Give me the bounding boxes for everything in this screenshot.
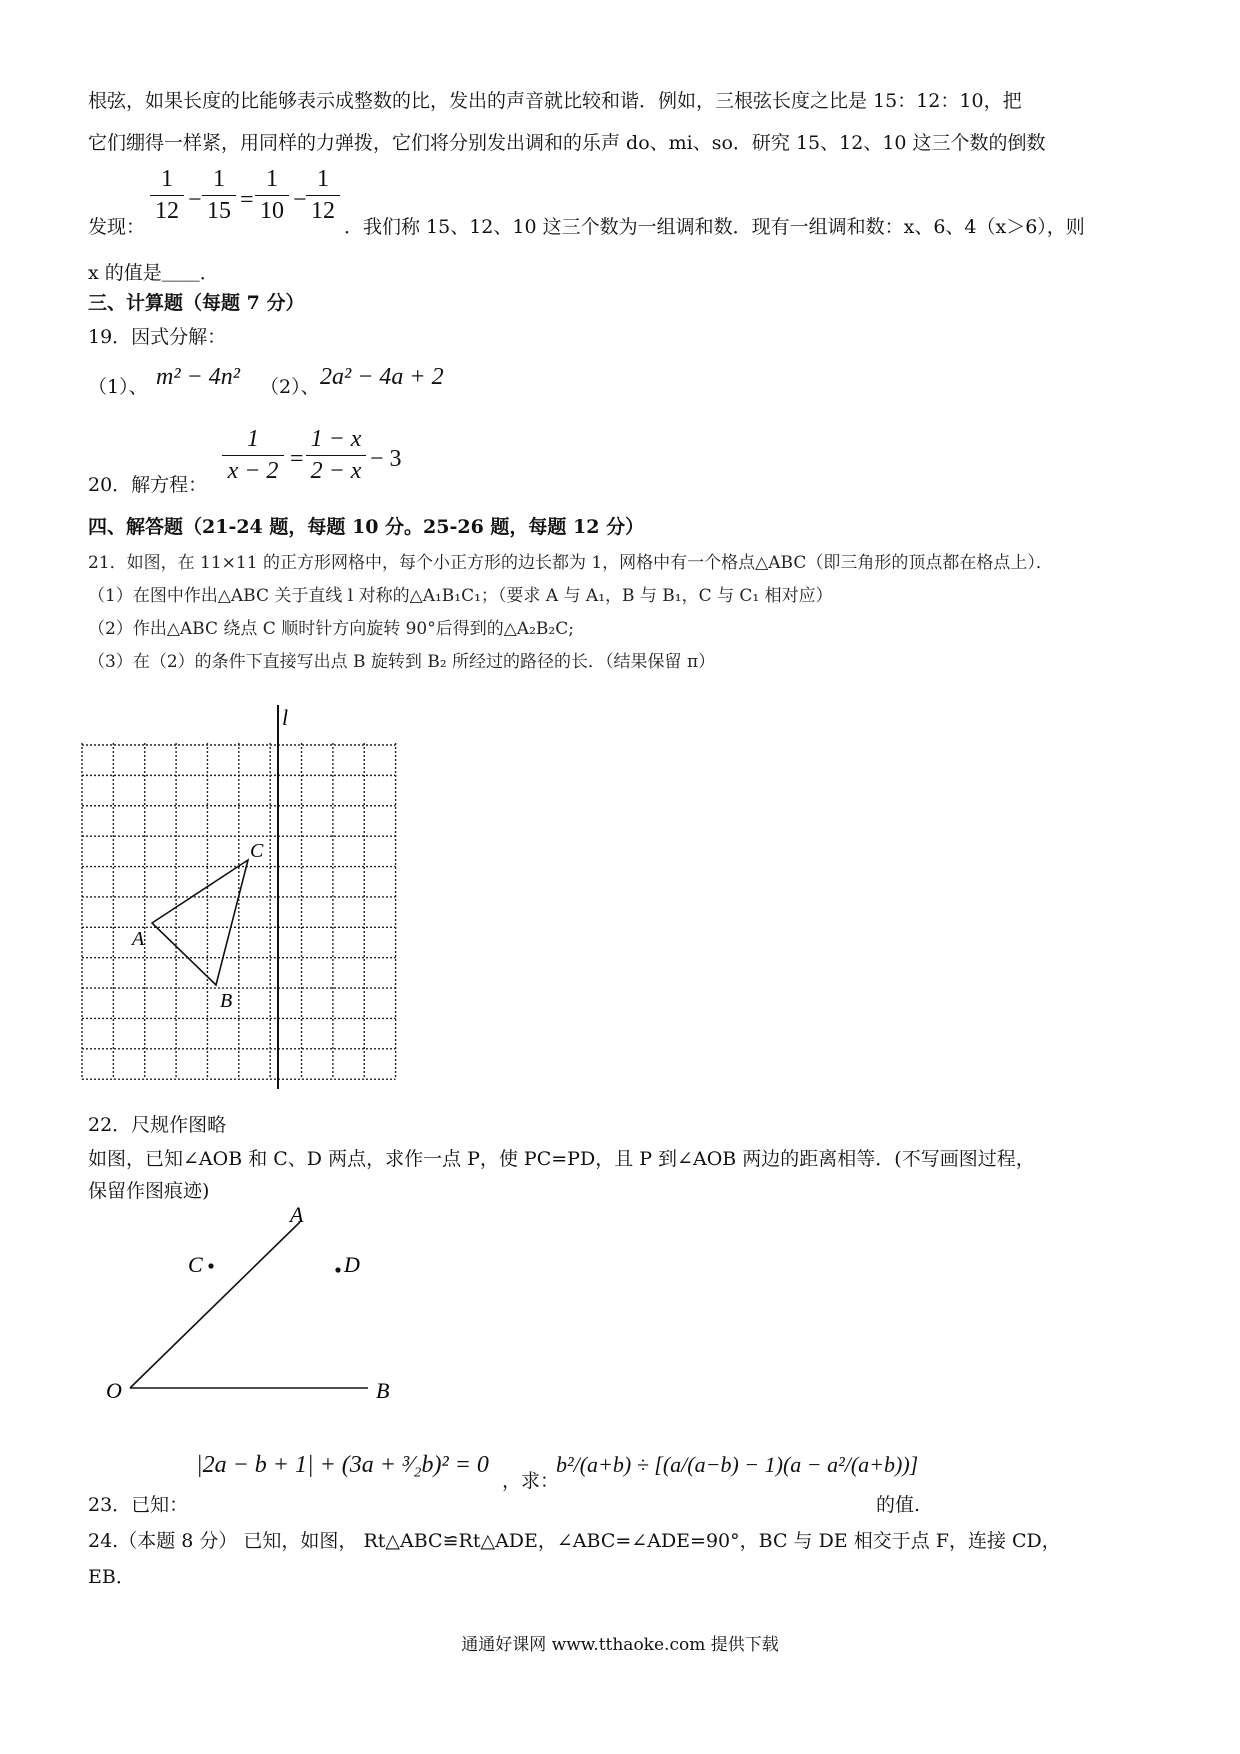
q23-expression: b²/(a+b) ÷ [(a/(a−b) − 1)(a − a²/(a+b))] — [556, 1452, 919, 1477]
para-line-1: 根弦，如果长度的比能够表示成整数的比，发出的声音就比较和谐．例如，三根弦长度之比是 15：12：10，把 — [88, 90, 1022, 112]
point-d — [335, 1267, 340, 1272]
op-minus-2: − — [293, 187, 307, 213]
frac-num: 1 — [161, 166, 173, 192]
section-4-heading: 四、解答题（21-24 题，每题 10 分。25-26 题，每题 12 分） — [88, 516, 645, 538]
q23-qiu: ，求： — [502, 1470, 560, 1492]
para-line-4: x 的值是＿＿． — [88, 262, 219, 284]
point-c — [208, 1263, 213, 1268]
para-line-2: 它们绷得一样紧，用同样的力弹拨，它们将分别发出调和的乐声 do、mi、so．研究 15、12、10 这三个数的倒数 — [88, 132, 1046, 154]
frac-num: 1 — [213, 166, 225, 192]
frac-num: 1 — [317, 166, 329, 192]
frac-den: 12 — [155, 198, 179, 224]
q19-part2-label: （2）、 — [260, 376, 320, 398]
q22-line1: 如图，已知∠AOB 和 C、D 两点，求作一点 P，使 PC=PD，且 P 到∠AOB 两边的距离相等．(不写画图过程， — [88, 1148, 1035, 1170]
frac-1-12a — [150, 166, 184, 225]
q21-part1: （1）在图中作出△ABC 关于直线 l 对称的△A₁B₁C₁；（要求 A 与 A₁，B 与 B₁，C 与 C₁ 相对应） — [88, 586, 833, 606]
frac-num: 1 — [266, 166, 278, 192]
frac-den: 2 − x — [310, 458, 362, 484]
op-minus-1: − — [188, 187, 202, 213]
frac-1-10 — [255, 166, 289, 225]
frac-1-15 — [202, 166, 236, 225]
footer-text: 通通好课网 www.tthaoke.com 提供下载 — [461, 1635, 779, 1655]
q22-line2: 保留作图痕迹) — [88, 1180, 210, 1202]
q19-title: 19．因式分解： — [88, 326, 227, 348]
label-a: A — [132, 928, 145, 950]
q20-label: 20．解方程： — [88, 474, 208, 496]
q24-line1: 24.（本题 8 分） 已知，如图， Rt△ABC≌Rt△ADE，∠ABC=∠ADE=90°，BC 与 DE 相交于点 F，连接 CD， — [88, 1530, 1061, 1552]
angle-figure — [100, 1200, 420, 1420]
triangle-abc — [152, 860, 248, 985]
q19-part2-expr: 2a² − 4a + 2 — [320, 364, 444, 390]
label-point-c: C — [188, 1252, 203, 1277]
q23-condition: |2a − b + 1| + (3a + ³⁄₂b)² = 0 — [196, 1452, 489, 1478]
q21-line: 21．如图，在 11×11 的正方形网格中，每个小正方形的边长都为 1，网格中有一个格点△ABC（即三角形的顶点都在格点上）． — [88, 553, 1053, 573]
faxian-label: 发现： — [88, 216, 146, 238]
q19-part1-label: （1）、 — [88, 376, 148, 398]
frac-den: 15 — [207, 198, 231, 224]
ray-oa — [130, 1222, 300, 1388]
q21-part2: （2）作出△ABC 绕点 C 顺时针方向旋转 90°后得到的△A₂B₂C; — [88, 619, 574, 639]
q22-title: 22．尺规作图略 — [88, 1114, 227, 1136]
label-angle-o: O — [106, 1378, 122, 1403]
label-l: l — [282, 705, 289, 730]
frac-den: 10 — [260, 198, 284, 224]
q20-tail: − 3 — [370, 446, 402, 472]
frac-1-12b — [306, 166, 340, 225]
q19-part1-expr: m² − 4n² — [156, 364, 240, 390]
q20-lhs-frac — [222, 426, 284, 485]
label-point-d: D — [344, 1252, 360, 1277]
frac-num: 1 — [247, 426, 259, 452]
q24-line2: EB． — [88, 1566, 135, 1588]
frac-den: 12 — [311, 198, 335, 224]
q20-equals: = — [290, 446, 304, 472]
para-line-3-rest: ．我们称 15、12、10 这三个数为一组调和数．现有一组调和数：x、6、4（x＞6），则 — [344, 216, 1085, 238]
label-c: C — [250, 840, 264, 862]
op-equals: = — [240, 187, 254, 213]
grid-figure — [80, 705, 450, 1095]
label-angle-b: B — [376, 1378, 390, 1403]
label-angle-a: A — [290, 1202, 304, 1227]
frac-num: 1 − x — [310, 426, 362, 452]
q23-label: 23．已知： — [88, 1494, 189, 1516]
q21-part3: （3）在（2）的条件下直接写出点 B 旋转到 B₂ 所经过的路径的长．（结果保留 π） — [88, 652, 716, 672]
label-b: B — [220, 990, 233, 1012]
frac-den: x − 2 — [227, 458, 279, 484]
q23-tail: 的值. — [876, 1494, 921, 1516]
section-3-heading: 三、计算题（每题 7 分） — [88, 292, 305, 314]
q20-rhs-frac — [306, 426, 366, 485]
